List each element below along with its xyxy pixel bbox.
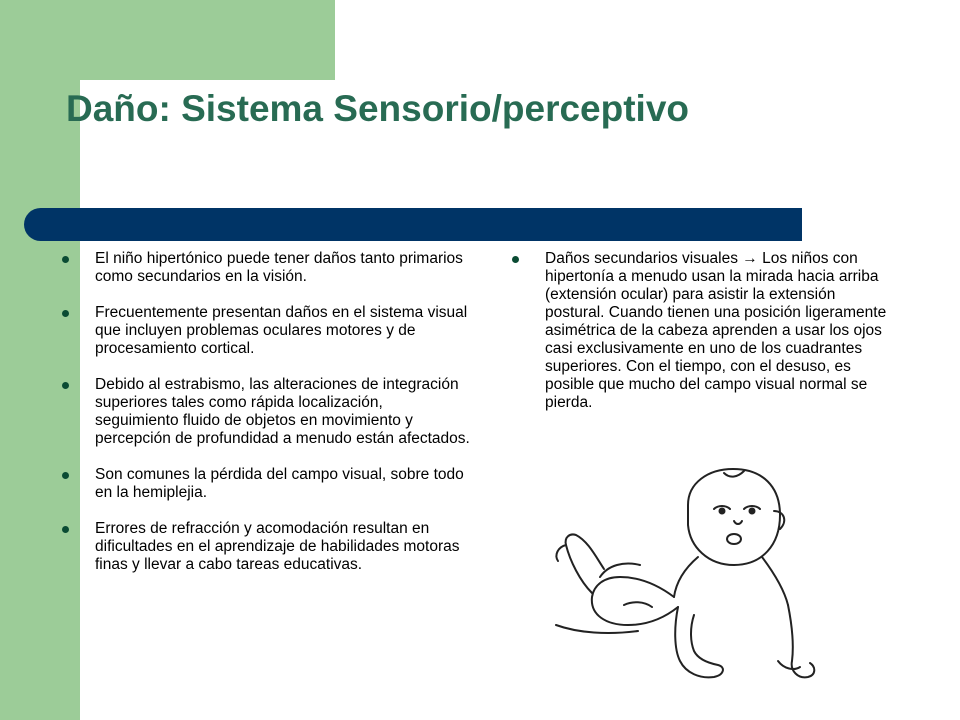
right-bullet-list [545, 250, 895, 412]
list-item: Daños secundarios visuales → Los niños con hipertonía a menudo usan la mirada hacia arriba (extensión ocular) para asistir la extensión postural. Cuando tienen una posición ligeramente asimétrica de la cabeza aprenden a usar los ojos casi exclusivamente en uno de los cuadrantes superiores. Con el tiempo, con el desuso, es posible que mucho del campo visual normal se pierda. [545, 250, 895, 412]
list-item: Frecuentemente presentan daños en el sistema visual que incluyen problemas oculares motores y de procesamiento cortical. [95, 304, 470, 358]
list-item: El niño hipertónico puede tener daños tanto primarios como secundarios en la visión. [95, 250, 470, 286]
slide-title: Daño: Sistema Sensorio/perceptivo [66, 88, 690, 129]
accent-band-top [80, 0, 335, 80]
baby-prone-illustration [548, 465, 820, 693]
title-divider-bar [24, 208, 802, 241]
list-item: Errores de refracción y acomodación resultan en dificultades en el aprendizaje de habilidades motoras finas y llevar a cabo tareas educativas. [95, 520, 470, 574]
list-item: Debido al estrabismo, las alteraciones de integración superiores tales como rápida localización, seguimiento fluido de objetos en movimiento y percepción de profundidad a menudo están afectados. [95, 376, 470, 447]
list-item: Son comunes la pérdida del campo visual, sobre todo en la hemiplejia. [95, 466, 470, 502]
left-bullet-list [95, 250, 470, 592]
